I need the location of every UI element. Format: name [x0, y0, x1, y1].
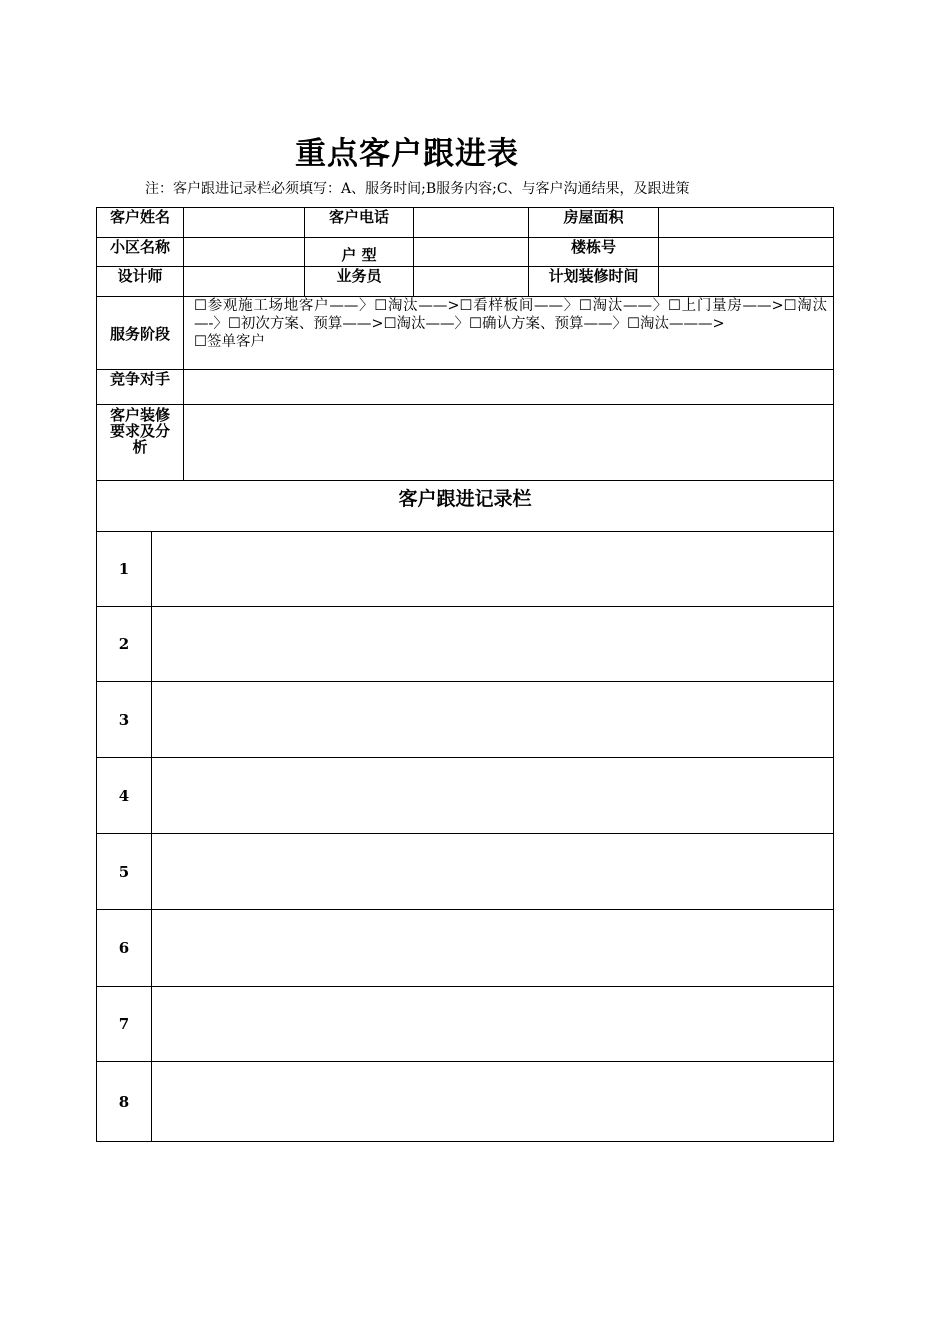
record-field[interactable] [152, 834, 834, 910]
record-number: 5 [97, 834, 152, 910]
form-note: 注：客户跟进记录栏必须填写：A、服务时间;B服务内容;C、与客户沟通结果，及跟进策 [145, 181, 690, 197]
info-row-1 [97, 208, 834, 238]
record-number: 2 [97, 607, 152, 682]
info-row-2 [97, 238, 834, 267]
signed-customer-option[interactable]: ☐签单客户 [194, 334, 266, 350]
customer-phone-label: 客户电话 [305, 208, 414, 238]
records-section-title: 客户跟进记录栏 [97, 481, 834, 532]
record-number: 1 [97, 532, 152, 607]
record-number: 7 [97, 987, 152, 1062]
record-row [97, 682, 834, 758]
requirements-label-text: 客户装修要求及分析 [109, 406, 170, 456]
building-no-label: 楼栋号 [529, 238, 659, 267]
record-number: 3 [97, 682, 152, 758]
house-area-label: 房屋面积 [529, 208, 659, 238]
competitor-field[interactable] [184, 370, 834, 405]
record-field[interactable] [152, 532, 834, 607]
service-stage-steps: ☐参观施工场地客户——〉☐淘汰——>☐看样板间——〉☐淘汰——〉☐上门量房——>☐淘汰—-〉☐初次方案、预算——>☐淘汰——〉☐确认方案、预算——〉☐淘汰———> [194, 298, 828, 332]
records-header-row [97, 481, 834, 532]
house-type-field[interactable] [414, 238, 529, 267]
record-row [97, 834, 834, 910]
building-no-field[interactable] [659, 238, 834, 267]
requirements-label [97, 405, 184, 481]
competitor-row [97, 370, 834, 405]
record-field[interactable] [152, 758, 834, 834]
salesperson-label: 业务员 [305, 267, 414, 297]
record-field[interactable] [152, 1062, 834, 1142]
house-type-label: 户 型 [305, 238, 414, 267]
planned-renovation-time-field[interactable] [659, 267, 834, 297]
record-row [97, 910, 834, 987]
record-number: 8 [97, 1062, 152, 1142]
record-field[interactable] [152, 682, 834, 758]
community-name-label: 小区名称 [97, 238, 184, 267]
service-stage-row [97, 297, 834, 370]
customer-phone-field[interactable] [414, 208, 529, 238]
salesperson-field[interactable] [414, 267, 529, 297]
record-field[interactable] [152, 910, 834, 987]
customer-follow-up-table [96, 207, 834, 1142]
house-area-field[interactable] [659, 208, 834, 238]
record-row [97, 758, 834, 834]
requirements-row [97, 405, 834, 481]
community-name-field[interactable] [184, 238, 305, 267]
planned-renovation-time-label: 计划装修时间 [529, 267, 659, 297]
record-number: 4 [97, 758, 152, 834]
record-field[interactable] [152, 987, 834, 1062]
record-row [97, 1062, 834, 1142]
form-title: 重点客户跟进表 [295, 136, 519, 172]
competitor-label: 竞争对手 [97, 370, 184, 405]
service-stage-label: 服务阶段 [97, 297, 184, 370]
record-field[interactable] [152, 607, 834, 682]
info-row-3 [97, 267, 834, 297]
record-row [97, 987, 834, 1062]
record-row [97, 532, 834, 607]
record-row [97, 607, 834, 682]
designer-label: 设计师 [97, 267, 184, 297]
requirements-field[interactable] [184, 405, 834, 481]
designer-field[interactable] [184, 267, 305, 297]
customer-name-label: 客户姓名 [97, 208, 184, 238]
service-stage-options[interactable] [184, 297, 834, 370]
customer-name-field[interactable] [184, 208, 305, 238]
record-number: 6 [97, 910, 152, 987]
